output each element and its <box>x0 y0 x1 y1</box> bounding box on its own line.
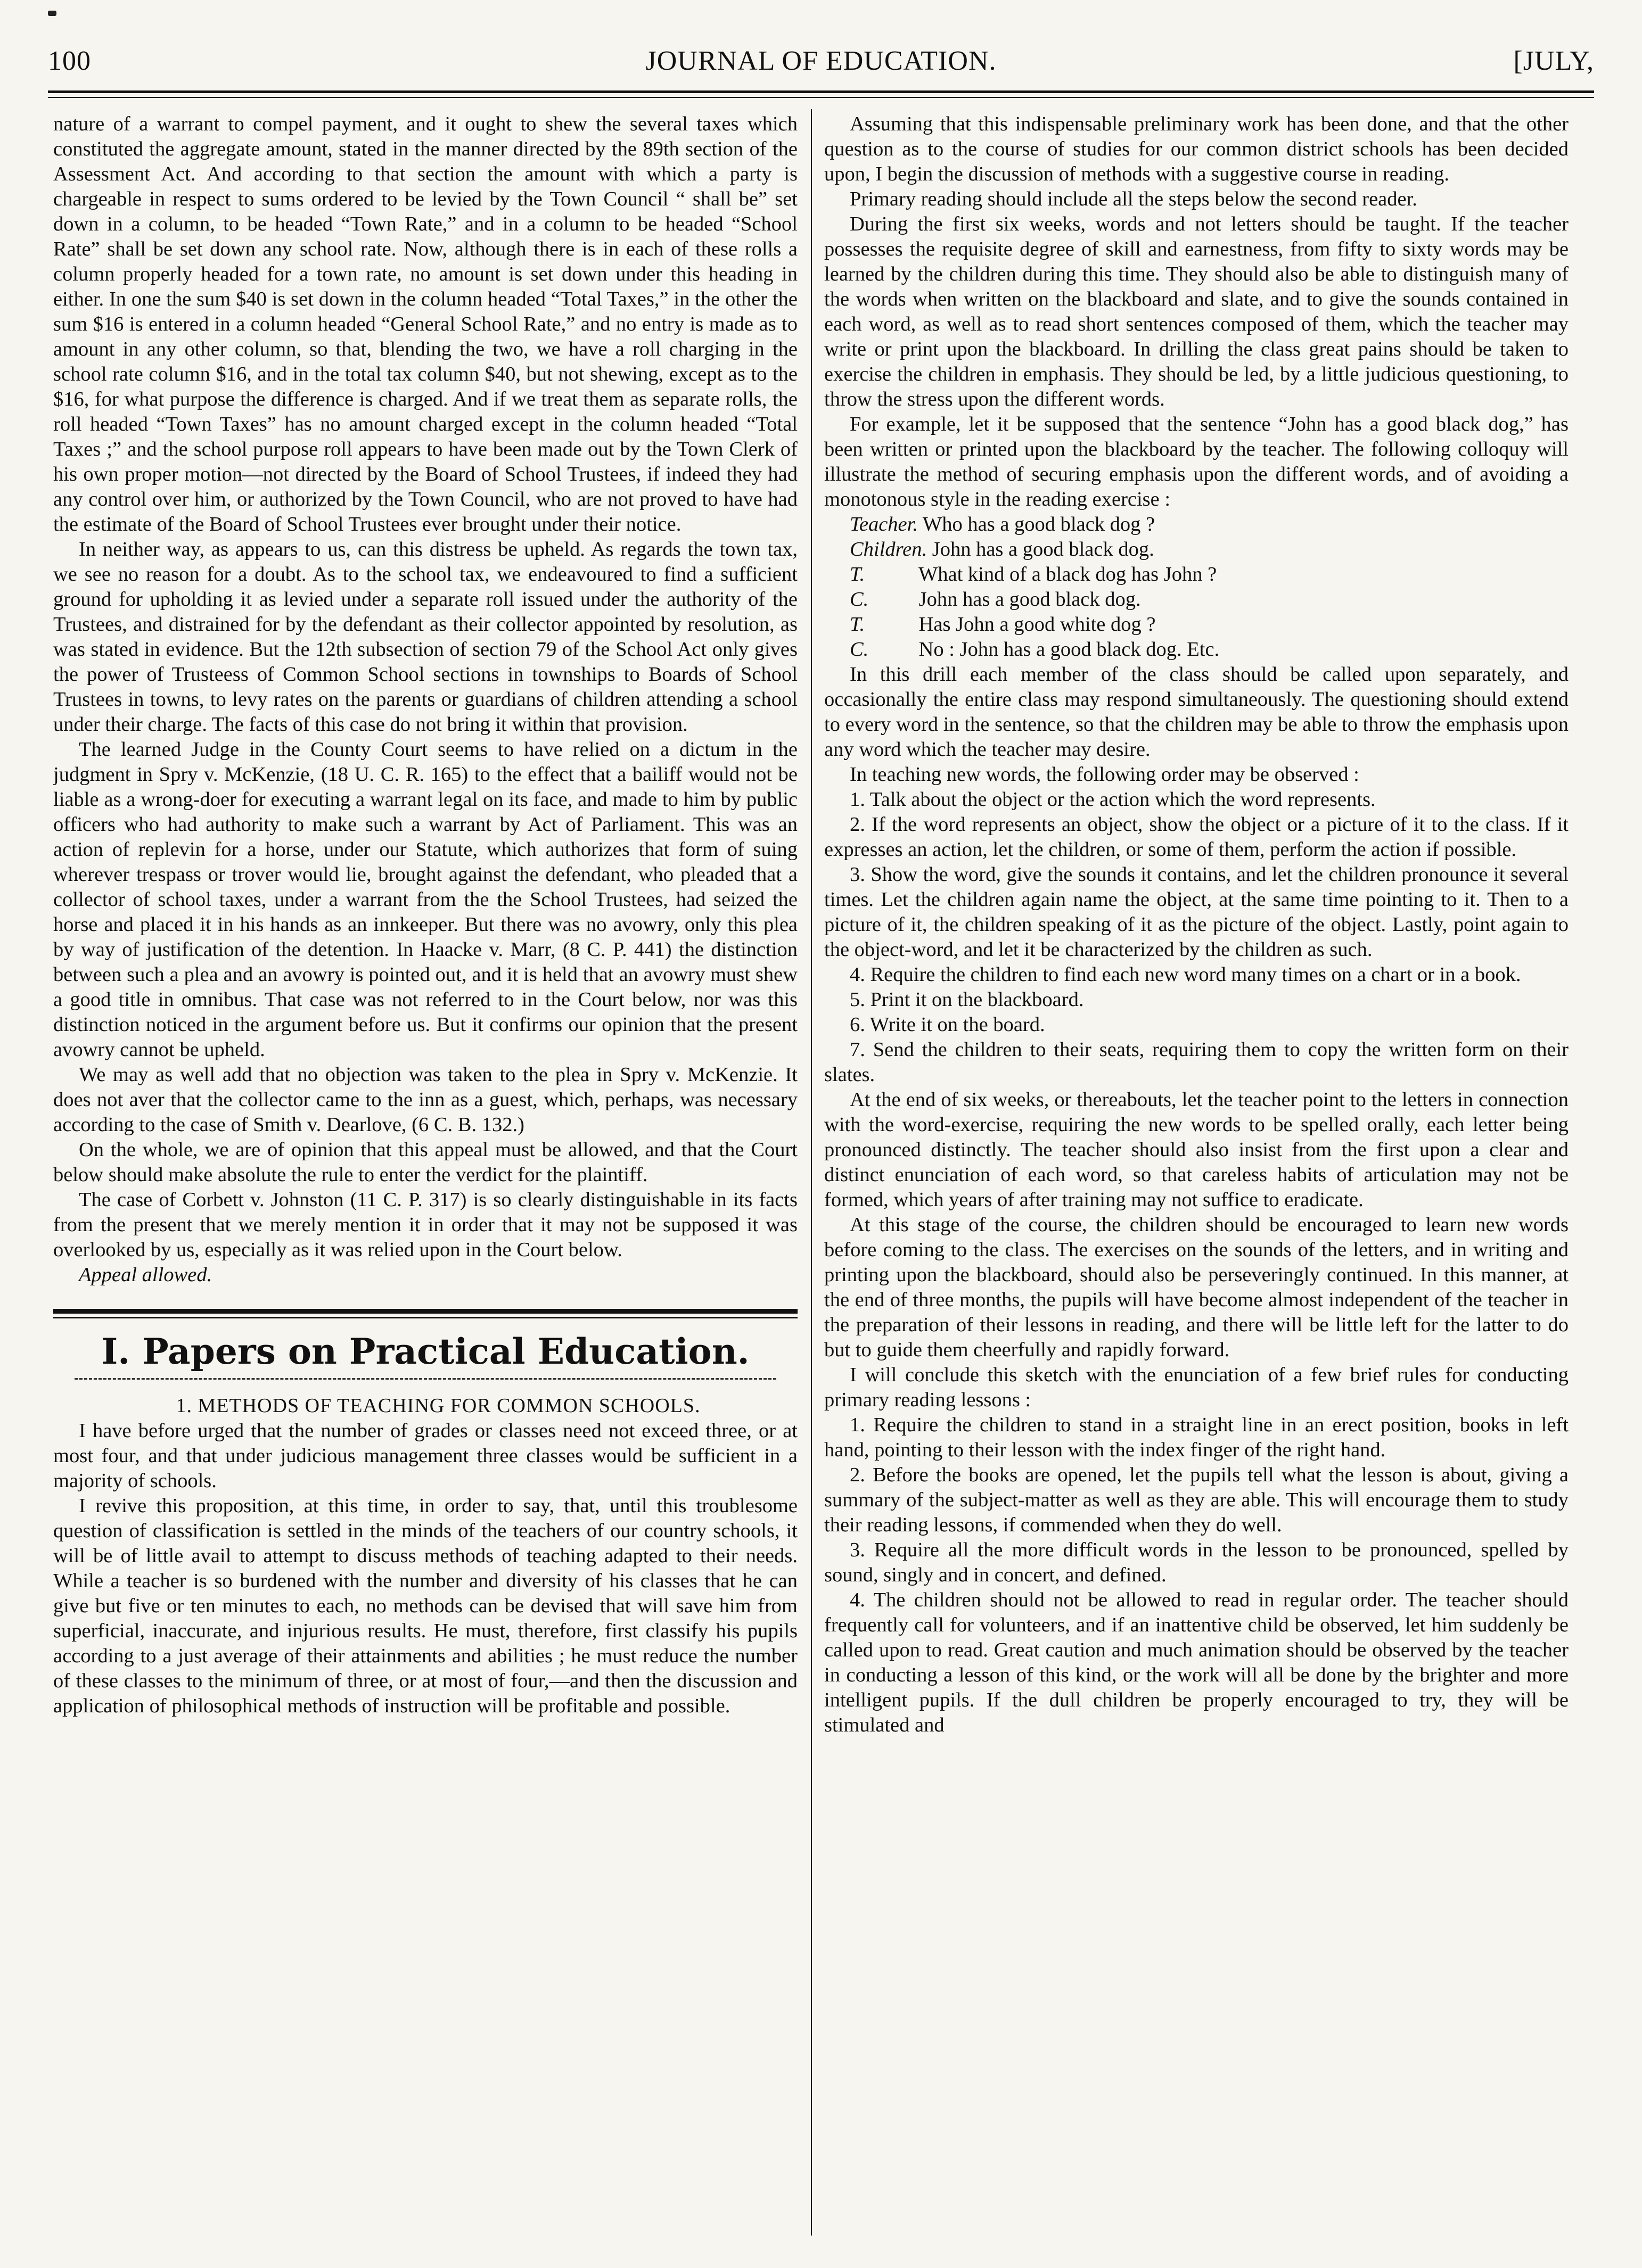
ink-mark <box>48 11 56 16</box>
paragraph: I will conclude this sketch with the enunciation of a few brief rules for conducting primary reading lessons : <box>824 1364 1569 1411</box>
paragraph: nature of a warrant to compel payment, and it ought to shew the several taxes which constituted the aggregate amount, stated in the manner directed by the 89th section of the Assessment Act. And according to that section the amount with which a party is chargeable in respect to sums ordered to be levied by the Town Council “ shall be” set down in a column, to be headed “Town Rate,” and in a column to be headed “School Rate” shall be set down any school rate. Now, although there is in each of these rolls a column properly headed for a town rate, no amount is set down under this heading in either. In one the sum $40 is set down in the column headed “Total Taxes,” in the other the sum $16 is entered in a column headed “General School Rate,” and no entry is made as to amount in any other column, so that, blending the two, we have a roll charging in the school rate column $16, and in the total tax column $40, but not shewing, except as to the $16, for what purpose the difference is charged. And if we treat them as separate rolls, the roll headed “Town Taxes” has no amount charged except in the column headed “Total Taxes ;” and the school purpose roll appears to have been made out by the Town Clerk of his own proper motion—not directed by the Board of School Trustees, if indeed they had any control over him, or authorized by the Town Council, who are not proved to have had the estimate of the Board of School Trustees ever brought under their notice. <box>53 113 798 535</box>
list-item: 7. Send the children to their seats, requiring them to copy the written form on their slates. <box>824 1038 1569 1086</box>
dialogue-line <box>824 587 1569 612</box>
list-item: 3. Show the word, give the sounds it contains, and let the children pronounce it several times. Let the children again name the object, at the same time pointing to it. Then to a picture of it, the children speaking of it as the picture of the object. Lastly, point again to the object-word, and let it be characterized by the children as such. <box>824 863 1569 961</box>
dialogue-line <box>824 562 1569 587</box>
dialogue-speaker: T. <box>850 563 865 585</box>
paragraph: The case of Corbett v. Johnston (11 C. P. 317) is so clearly distinguishable in its facts from the present that we merely mention it in order that it may not be supposed it was overlooked by us, especially as it was relied upon in the Court below. <box>53 1189 798 1261</box>
paragraph: On the whole, we are of opinion that this appeal must be allowed, and that the Court below should make absolute the rule to enter the verdict for the plaintiff. <box>53 1139 798 1186</box>
list-item: 4. The children should not be allowed to read in regular order. The teacher should frequently call for volunteers, and if an inattentive child be observed, let him suddenly be called upon to read. Great caution and much animation should be observed by the teacher in conducting a lesson of this kind, or the work will all be done by the brighter and more intelligent pupils. If the dull children be properly encouraged to try, they will be stimulated and <box>824 1589 1569 1736</box>
paragraph: During the first six weeks, words and not letters should be taught. If the teacher possesses the requisite degree of skill and earnestness, from fifty to sixty words may be learned by the children during this time. They should also be able to distinguish many of the words when written on the blackboard and slate, and to give the sounds contained in each word, as well as to read short sentences composed of them, which the teacher may write or print upon the blackboard. In drilling the class great pains should be taken to exercise the children in emphasis. They should be led, by a little judicious questioning, to throw the stress upon the different words. <box>824 213 1569 410</box>
list-item: 1. Require the children to stand in a straight line in an erect position, books in left hand, pointing to their lesson with the index finger of the right hand. <box>824 1414 1569 1461</box>
paragraph: I have before urged that the number of grades or classes need not exceed three, or at most four, and that under judicious management three classes would be sufficient in a majority of schools. <box>53 1420 798 1492</box>
dialogue-text: Has John a good white dog ? <box>918 613 1156 636</box>
section-title: I. Papers on Practical Education. <box>101 1331 750 1372</box>
dialogue-text: No : John has a good black dog. Etc. <box>918 638 1220 661</box>
dialogue-text: Who has a good black dog ? <box>922 513 1155 535</box>
dialogue-speaker: Children. <box>850 538 927 560</box>
column-divider <box>811 109 812 2236</box>
left-column <box>53 112 798 2236</box>
paragraph: For example, let it be supposed that the sentence “John has a good black dog,” has been written or printed upon the blackboard by the teacher. The following colloquy will illustrate the method of securing emphasis upon the different words, and of avoiding a monotonous style in the reading exercise : <box>824 413 1569 510</box>
section-wavy-rule <box>75 1378 776 1380</box>
paragraph: At this stage of the course, the children should be encouraged to learn new words before coming to the class. The exercises on the sounds of the letters, and in writing and printing upon the blackboard, should also be perseveringly continued. In this manner, at the end of three months, the pupils will have become almost independent of the teacher in the preparation of their lessons in reading, and there will be little left for the latter to do but to guide them cheerfully and rapidly forward. <box>824 1214 1569 1361</box>
dialogue-text: John has a good black dog. <box>918 588 1141 611</box>
list-item: 3. Require all the more difficult words in the lesson to be pronounced, spelled by sound, singly and in concert, and defined. <box>824 1539 1569 1586</box>
paragraph: Primary reading should include all the steps below the second reader. <box>850 188 1417 210</box>
dialogue-line <box>824 637 1569 662</box>
list-item: 4. Require the children to find each new word many times on a chart or in a book. <box>850 963 1521 986</box>
section-rule-thin <box>53 1317 798 1318</box>
paragraph: In teaching new words, the following order may be observed : <box>850 763 1359 786</box>
dialogue-line <box>824 512 1569 537</box>
paragraph: We may as well add that no objection was taken to the plea in Spry v. McKenzie. It does not aver that the collector came to the inn as a guest, which, perhaps, was necessary according to the case of Smith v. Dearlove, (6 C. B. 132.) <box>53 1063 798 1136</box>
header-rule-thin <box>48 97 1594 98</box>
page-number: 100 <box>48 46 91 76</box>
dialogue-text: What kind of a black dog has John ? <box>918 563 1217 585</box>
paragraph: In this drill each member of the class should be called upon separately, and occasionally the entire class may respond simultaneously. The questioning should extend to every word in the sentence, so that the children may be able to throw the emphasis upon any word which the teacher may desire. <box>824 663 1569 761</box>
list-item: 1. Talk about the object or the action which the word represents. <box>850 788 1376 811</box>
dialogue-line <box>824 537 1569 562</box>
dialogue-speaker: Teacher. <box>850 513 918 535</box>
journal-title: JOURNAL OF EDUCATION. <box>645 46 997 76</box>
paragraph: Assuming that this indispensable preliminary work has been done, and that the other question as to the course of studies for our common district schools has been decided upon, I begin the discussion of methods with a suggestive course in reading. <box>824 113 1569 185</box>
dialogue-line <box>824 612 1569 637</box>
list-item: 2. Before the books are opened, let the pupils tell what the lesson is about, giving a summary of the subject-matter as well as they are able. This will encourage them to study their reading lessons, if commended when they do well. <box>824 1464 1569 1536</box>
section-rule-thick <box>53 1309 798 1314</box>
running-head <box>48 45 1594 88</box>
list-item: 6. Write it on the board. <box>850 1013 1045 1036</box>
case-signoff: Appeal allowed. <box>79 1264 212 1286</box>
article-title: 1. METHODS OF TEACHING FOR COMMON SCHOOLS. <box>176 1395 701 1417</box>
paragraph: I revive this proposition, at this time, in order to say, that, until this troublesome question of classification is settled in the minds of the teachers of our country schools, it will be of little avail to attempt to discuss methods of teaching adapted to their needs. While a teacher is so burdened with the number and diversity of his classes that he can give but five or ten minutes to each, no methods can be devised that will save him from superficial, inaccurate, and injurious results. He must, therefore, first classify his pupils according to a just average of their attainments and abilities ; he must reduce the number of these classes to the minimum of three, or at most of four,—and then the discussion and application of philosophical methods of instruction will be profitable and possible. <box>53 1495 798 1717</box>
paragraph: In neither way, as appears to us, can this distress be upheld. As regards the town tax, we see no reason for a doubt. As to the school tax, we endeavoured to find a sufficient ground for upholding it as levied under a separate roll issued under the authority of the Trustees, and distrained for by the defendant as their collector appointed by resolution, as was stated in evidence. But the 12th subsection of section 79 of the School Act only gives the power of Trusteess of Common School sections in townships to Boards of School Trustees in towns, to levy rates on the parents or guardians of children attending a school under their charge. The facts of this case do not bring it within that provision. <box>53 538 798 736</box>
dialogue-speaker: C. <box>850 638 869 661</box>
list-item: 5. Print it on the blackboard. <box>850 988 1084 1011</box>
paragraph: The learned Judge in the County Court seems to have relied on a dictum in the judgment in Spry v. McKenzie, (18 U. C. R. 165) to the effect that a bailiff would not be liable as a wrong-doer for executing a warrant legal on its face, and made to him by public officers who had authority to make such a warrant by Act of Parliament. This was an action of replevin for a horse, under our Statute, which authorizes that form of suing wherever trespass or trover would lie, brought against the defendant, who pleaded that a collector of school taxes, under a warrant from the the School Trustees, had seized the horse and placed it in his hands as an innkeeper. But there was no avowry, only this plea by way of justification of the detention. In Haacke v. Marr, (8 C. P. 441) the distinction between such a plea and an avowry is pointed out, and it is held that an avowry must shew a good title in omnibus. That case was not referred to in the Court below, nor was this distinction noticed in the argument before us. But it confirms our opinion that the present avowry cannot be upheld. <box>53 738 798 1061</box>
paragraph: At the end of six weeks, or thereabouts, let the teacher point to the letters in connection with the word-exercise, requiring the new words to be spelled orally, each letter being pronounced distinctly. The teacher should also insist from the first upon a clear and distinct enunciation of each word, so that careless habits of articulation may not be formed, which years of after training may not suffice to eradicate. <box>824 1088 1569 1211</box>
dialogue-text: John has a good black dog. <box>932 538 1154 560</box>
dialogue-speaker: T. <box>850 613 865 636</box>
dialogue-speaker: C. <box>850 588 869 611</box>
issue-month: [JULY, <box>1513 46 1594 76</box>
right-column <box>824 112 1569 2236</box>
header-rule-thick <box>48 90 1594 93</box>
list-item: 2. If the word represents an object, show the object or a picture of it to the class. If it expresses an action, let the children, or some of them, perform the action if possible. <box>824 813 1569 861</box>
